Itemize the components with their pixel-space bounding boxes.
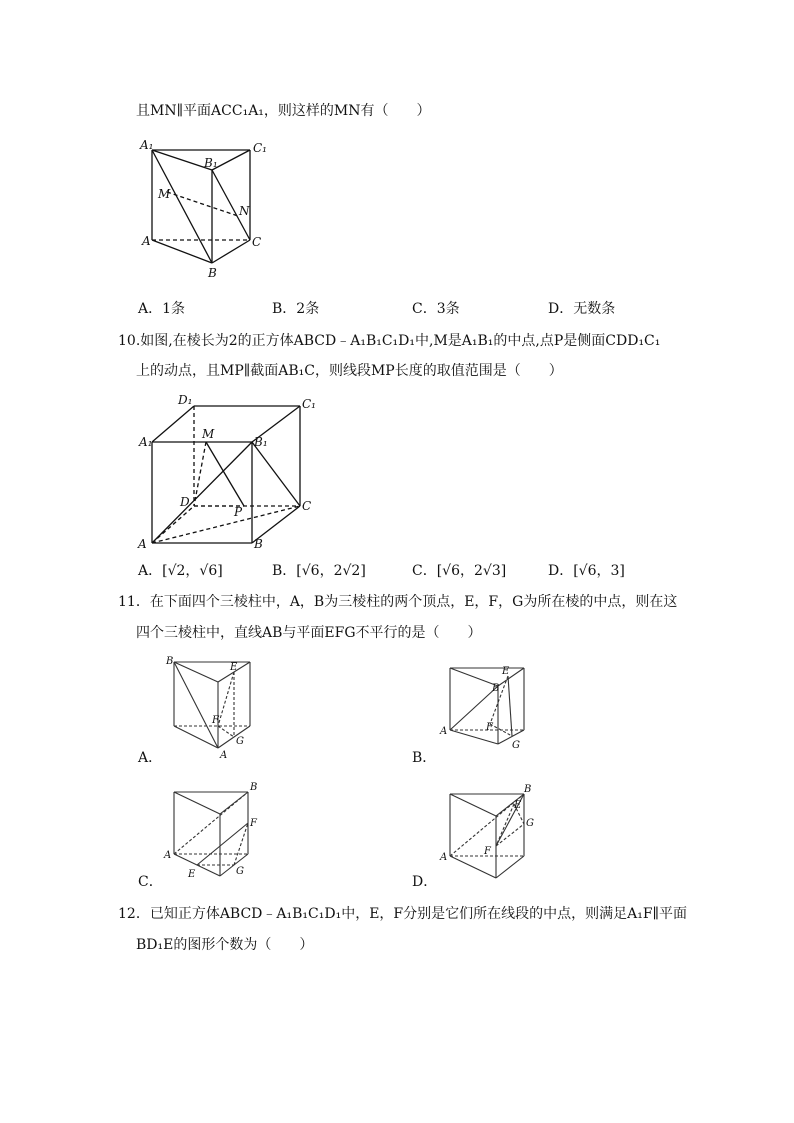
q11b-label-g: G [512, 740, 520, 751]
q10-option-b: B．[√6，2√2] [272, 563, 366, 579]
q11-option-d: D． [412, 874, 438, 890]
q10-label-p: P [234, 505, 243, 519]
q9-label-b1: B₁ [204, 156, 218, 170]
q10-option-a: A．[√2，√6] [138, 563, 223, 579]
q10-stem-line2: 上的动点，且MP∥截面AB₁C，则线段MP长度的取值范围是（ ） [136, 363, 563, 379]
q11a-label-b: B [166, 656, 174, 667]
q11-figure-c [164, 782, 264, 882]
q9-label-a1: A₁ [140, 138, 154, 152]
q9-label-b: B [208, 266, 217, 280]
q11a-label-a: A [220, 750, 228, 761]
q10-label-c1: C₁ [302, 397, 316, 411]
q9-stem: 且MN∥平面ACC₁A₁，则这样的MN有（ ） [136, 103, 431, 119]
q9-label-m: M [158, 187, 171, 201]
q11a-label-f: F [212, 715, 219, 726]
q10-label-d1: D₁ [178, 393, 193, 407]
q11-option-a: A． [138, 750, 163, 766]
q11-option-c: C． [138, 874, 163, 890]
q11b-label-a: A [440, 726, 448, 737]
q11-option-b: B． [412, 750, 437, 766]
q11d-label-a: A [440, 852, 448, 863]
q9-label-c1: C₁ [253, 141, 267, 155]
q11c-label-a: A [164, 850, 172, 861]
q9-option-c: C．3条 [412, 301, 460, 317]
q11a-label-e: E [230, 662, 238, 673]
q10-label-b1: B₁ [254, 435, 268, 449]
q9-option-d: D．无数条 [548, 301, 616, 317]
q11b-label-b: B [492, 683, 500, 694]
q12-stem-line1: 12．已知正方体ABCD﹣A₁B₁C₁D₁中，E，F分别是它们所在线段的中点，则满足A₁F∥平面 [118, 906, 688, 922]
q9-label-a: A [142, 234, 151, 248]
q9-label-n: N [239, 204, 250, 218]
q10-label-m: M [202, 427, 215, 441]
q11b-label-e: E [502, 666, 510, 677]
q12-stem-line2: BD₁E的图形个数为（ ） [136, 937, 314, 953]
q11c-label-b: B [250, 782, 258, 793]
q10-label-a: A [138, 537, 147, 551]
q11a-label-g: G [236, 736, 244, 747]
q10-label-a1: A₁ [139, 435, 153, 449]
q11-figure-b [438, 664, 538, 760]
q9-label-c: C [252, 235, 262, 249]
q10-option-d: D．[√6，3] [548, 563, 625, 579]
q10-option-c: C．[√6，2√3] [412, 563, 507, 579]
q11c-label-e: E [188, 869, 196, 880]
q11d-label-f: F [484, 846, 491, 857]
q11d-label-e: E [514, 800, 522, 811]
q9-option-b: B．2条 [272, 301, 320, 317]
q10-label-b: B [254, 537, 263, 551]
q10-figure [136, 390, 316, 550]
q11d-label-g: G [526, 818, 534, 829]
q11-figure-a [166, 656, 266, 766]
q11-stem-line2: 四个三棱柱中，直线AB与平面EFG不平行的是（ ） [136, 625, 482, 641]
q11d-label-b: B [524, 784, 532, 795]
q11b-label-f: F [486, 722, 493, 733]
q9-option-a: A．1条 [138, 301, 186, 317]
q10-label-d: D [180, 495, 190, 509]
q11c-label-f: F [250, 818, 257, 829]
q10-stem-line1: 10.如图,在棱长为2的正方体ABCD﹣A₁B₁C₁D₁中,M是A₁B₁的中点,点P是侧面CDD₁C₁ [118, 333, 661, 349]
q11-stem-line1: 11．在下面四个三棱柱中，A，B为三棱柱的两个顶点，E，F，G为所在棱的中点，则在这 [118, 594, 678, 610]
q11-figure-d [438, 782, 538, 882]
q11c-label-g: G [236, 866, 244, 877]
q9-figure [138, 136, 278, 286]
q10-label-c: C [302, 499, 312, 513]
